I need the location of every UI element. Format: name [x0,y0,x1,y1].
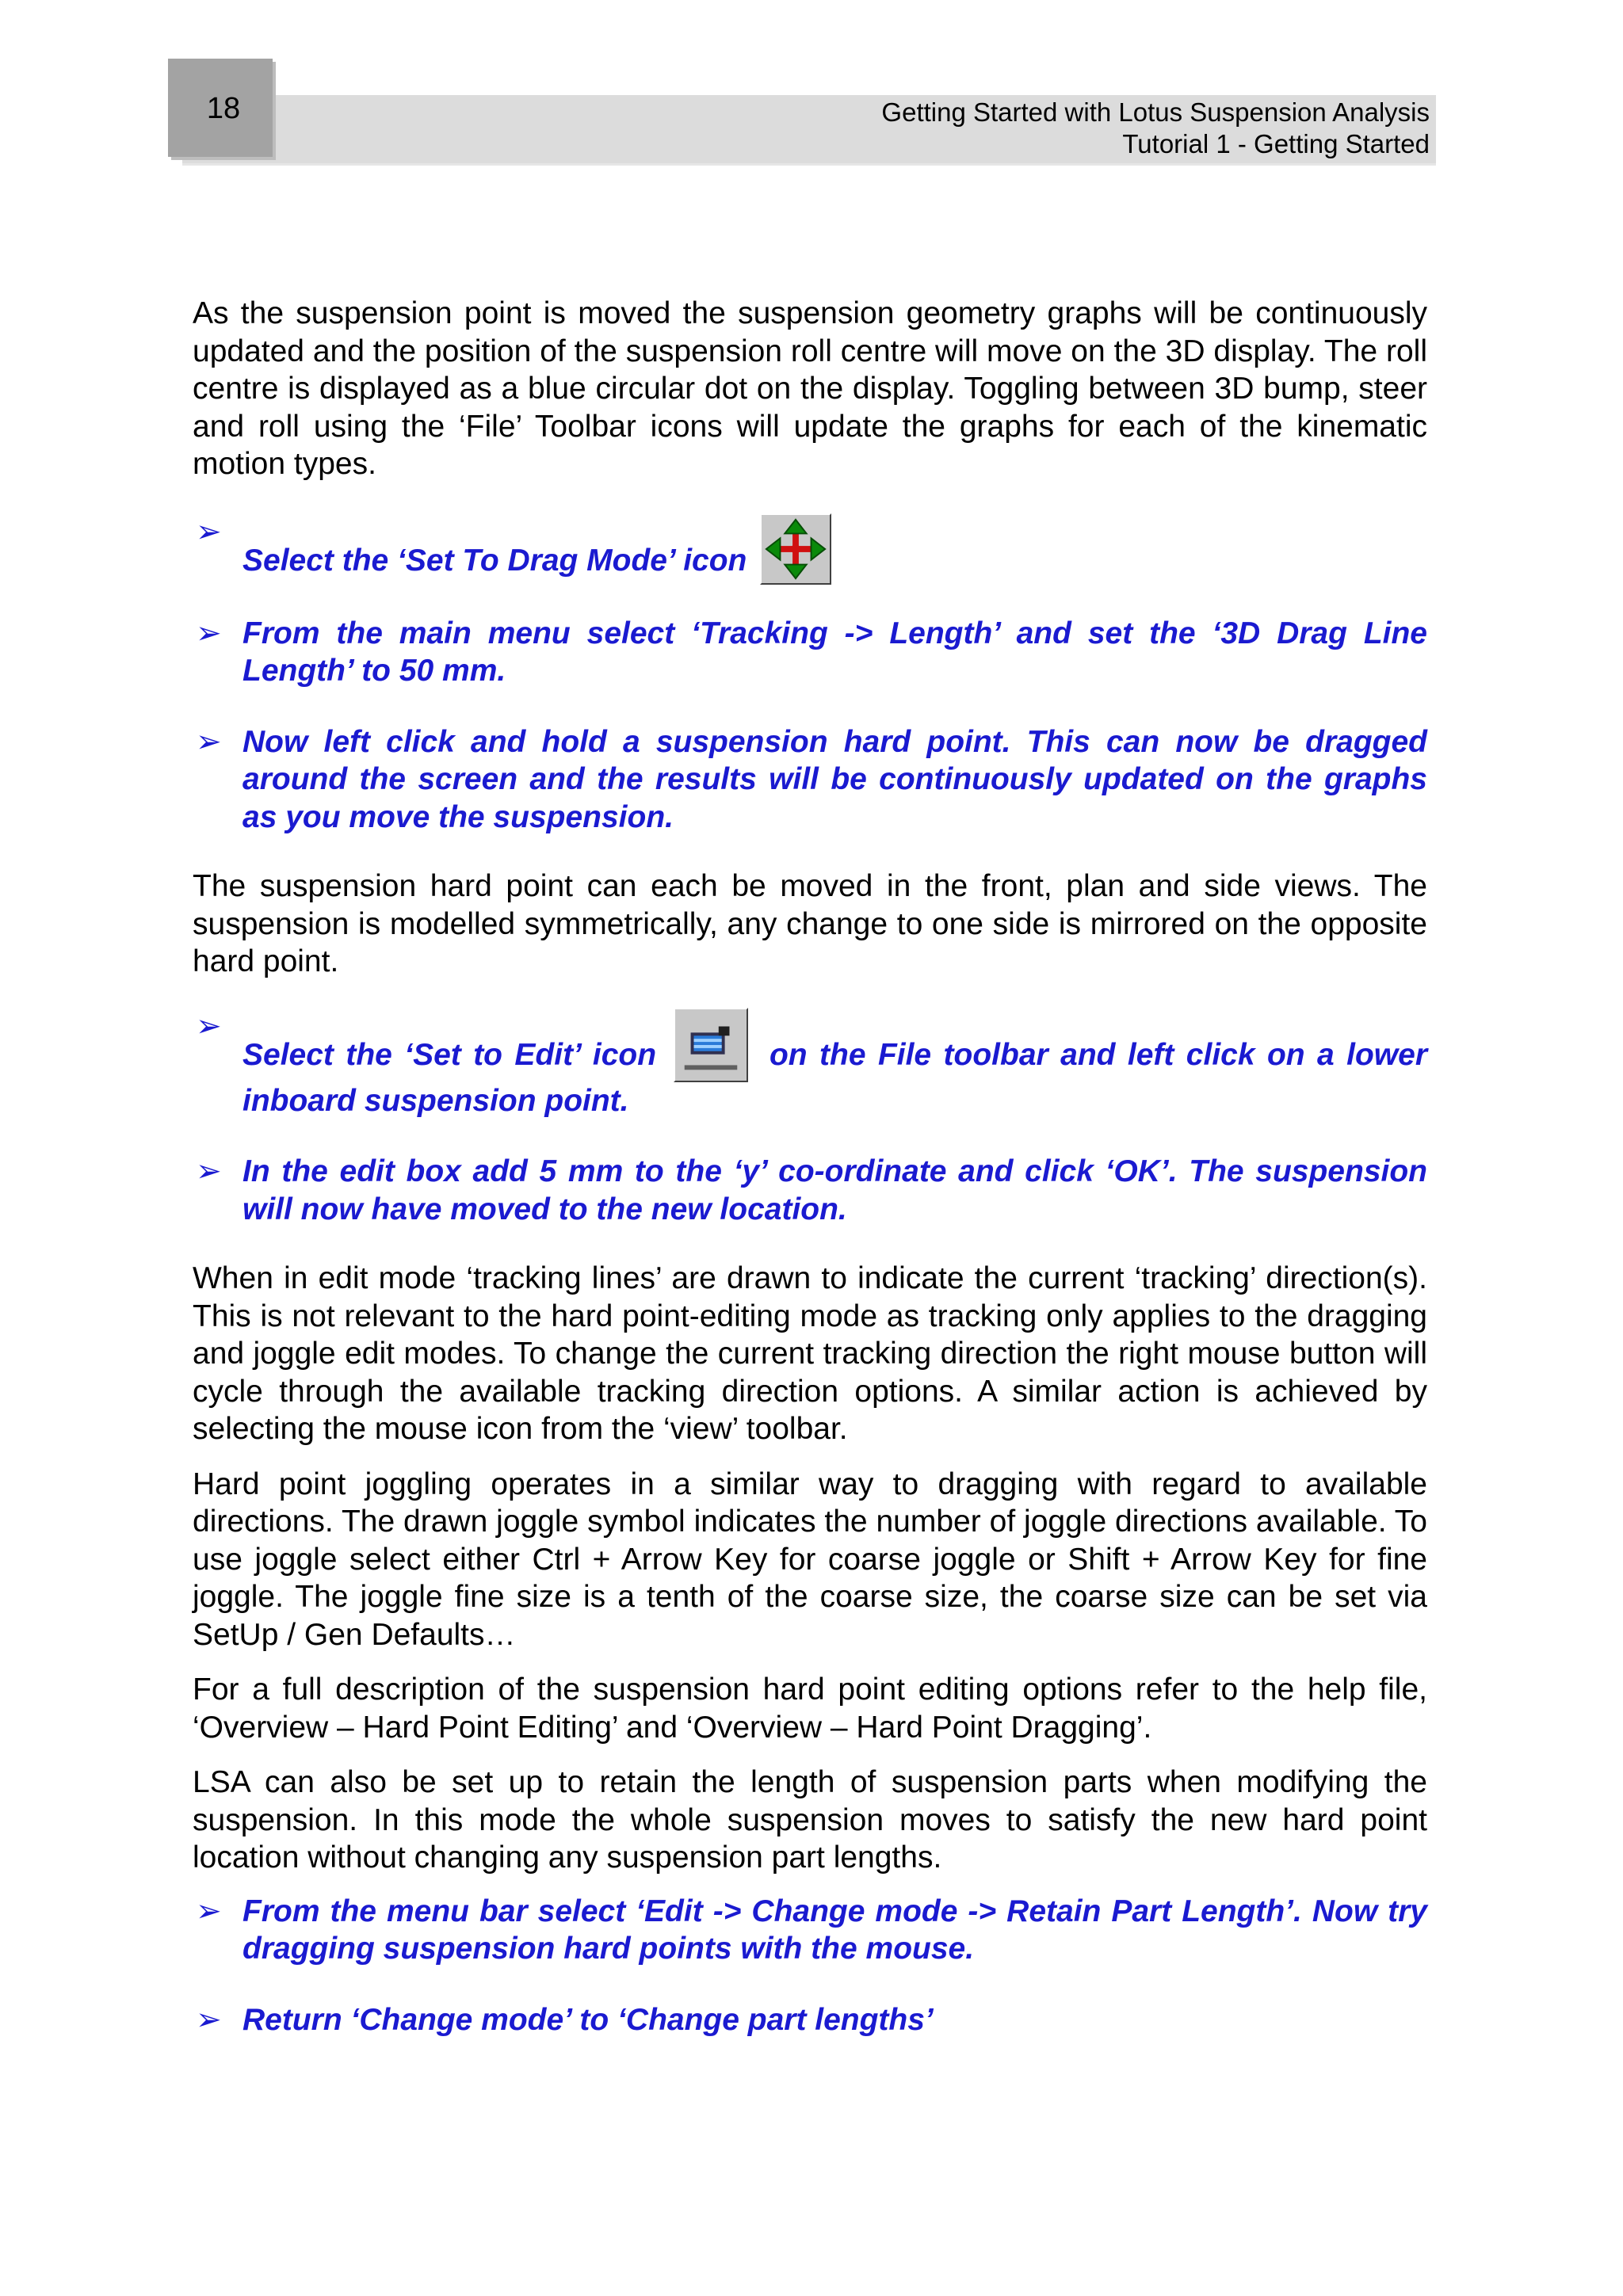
page-number: 18 [206,92,241,125]
header-title: Getting Started with Lotus Suspension Analysis [881,97,1430,127]
paragraph-symmetry: The suspension hard point can each be moved in the front, plan and side views. The suspension is modelled symmetrically, any change to one side is mirrored on the opposite hard point. [193,869,1427,978]
instruction-text: Select the ‘Set to Edit’ icon [242,1037,657,1072]
instruction-text: Select the ‘Set To Drag Mode’ icon [242,543,747,578]
arrowhead-bullet-icon: ➢ [196,514,222,549]
instruction-drag-hard-point [193,723,1427,837]
drag-move-arrows-icon[interactable] [760,513,831,585]
instruction-text: From the menu bar select ‘Edit -> Change mode -> Retain Part Length’. Now try dragging suspension hard points with the mouse. [242,1894,1427,1966]
paragraph-help-reference: For a full description of the suspension hard point editing options refer to the help file, ‘Overview – Hard Point Editing’ and ‘Overview – Hard Point Dragging’. [193,1672,1427,1745]
running-header [881,97,1430,160]
paragraph-joggling: Hard point joggling operates in a similar way to dragging with regard to available directions. The drawn joggle symbol indicates the number of joggle directions available. To use joggle select either Ctrl + Arrow Key for coarse joggle or Shift + Arrow Key for fine joggle. The joggle fine size is a tenth of the coarse size, the coarse size can be set via SetUp / Gen Defaults… [193,1466,1427,1652]
instruction-retain-part-length [193,1893,1427,1968]
arrowhead-bullet-icon: ➢ [196,2002,222,2037]
arrowhead-bullet-icon: ➢ [196,1894,222,1928]
arrowhead-bullet-icon: ➢ [196,616,222,650]
instruction-text: In the edit box add 5 mm to the ‘y’ co-ordinate and click ‘OK’. The suspension will now have moved to the new location. [242,1154,1427,1226]
instruction-text: Now left click and hold a suspension hard point. This can now be dragged around the screen and the results will be continuously updated on the graphs as you move the suspension. [242,724,1427,834]
paragraph-tracking-lines: When in edit mode ‘tracking lines’ are drawn to indicate the current ‘tracking’ direction(s). This is not relevant to the hard point-editing mode as tracking only applies to the dragging and joggle edit modes. To change the current tracking direction the right mouse button will cycle through the available tracking direction options. A similar action is achieved by selecting the mouse icon from the ‘view’ toolbar. [193,1261,1427,1446]
paragraph-roll-centre: As the suspension point is moved the suspension geometry graphs will be continuously updated and the position of the suspension roll centre will move on the 3D display. The roll centre is displayed as a blue circular dot on the display. Toggling between 3D bump, steer and roll using the ‘File’ Toolbar icons will update the graphs for each of the kinematic motion types. [193,296,1427,481]
instruction-tracking-length [193,615,1427,690]
instruction-text-continued: on the File toolbar and left click on a lower inboard suspension point. [242,1037,1428,1118]
paragraph-retain-length: LSA can also be set up to retain the length of suspension parts when modifying the suspension. In this mode the whole suspension moves to satisfy the new hard point location without changing any suspension part lengths. [193,1765,1427,1875]
arrowhead-bullet-icon: ➢ [196,1009,222,1043]
page-number-box [168,59,273,157]
page-content [193,295,1427,2072]
instruction-text: Return ‘Change mode’ to ‘Change part lengths’ [242,2002,934,2037]
instruction-change-part-lengths [193,2001,1427,2039]
instruction-edit-box [193,1153,1427,1228]
edit-point-icon[interactable] [674,1008,748,1082]
instruction-drag-mode [193,513,1427,585]
instruction-set-to-edit [193,1008,1427,1120]
arrowhead-bullet-icon: ➢ [196,724,222,759]
instruction-text: From the main menu select ‘Tracking -> Length’ and set the ‘3D Drag Line Length’ to 50 mm. [242,616,1427,688]
arrowhead-bullet-icon: ➢ [196,1154,222,1188]
header-subtitle: Tutorial 1 - Getting Started [1122,129,1430,158]
